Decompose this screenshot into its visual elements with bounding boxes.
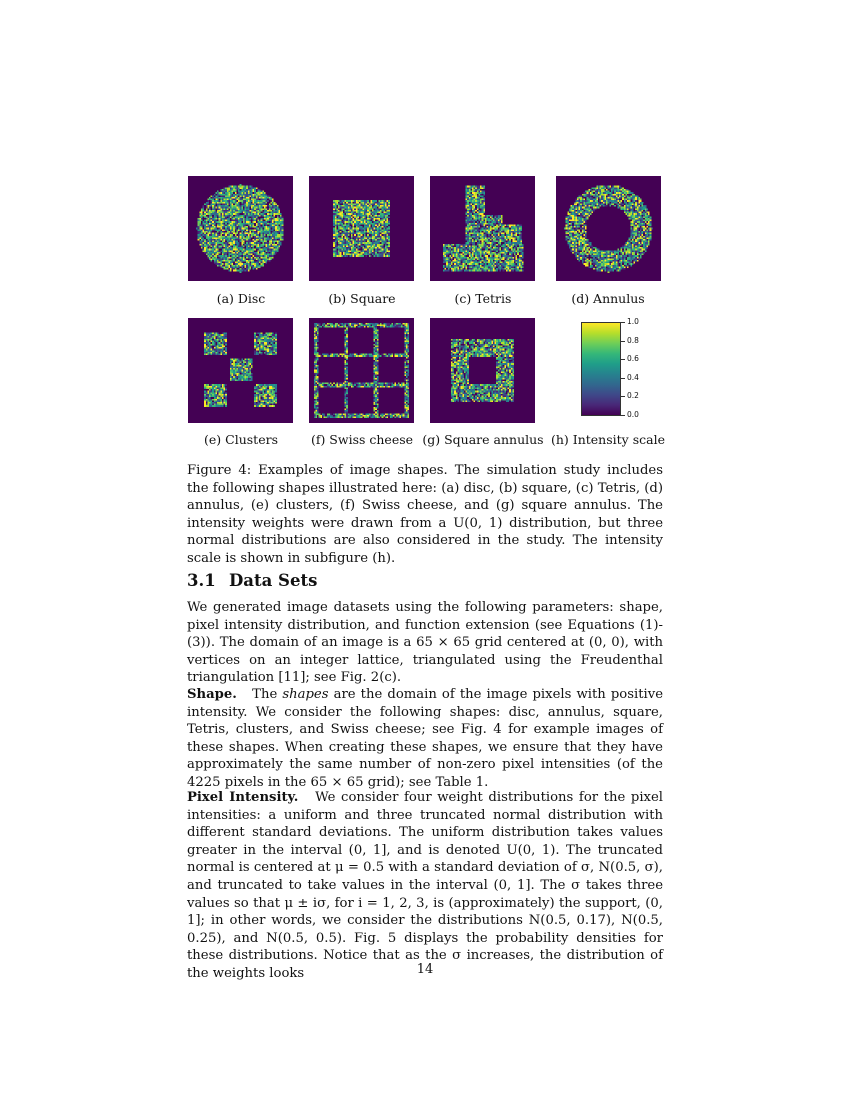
figure-caption: Figure 4: Examples of image shapes. The simulation study includes the following shapes illustrated here: (a) disc, (b) square, (c) Tetris, (d) annulus, (e) clusters, (f) Swiss cheese, and (g) square annulus. The intensity weights were drawn from a U(0, 1) distribution, but three normal distributions are also considered in the study. The intensity scale is shown in subfigure (h). [187, 463, 663, 566]
shape-text-start: The [252, 687, 278, 702]
square-annulus-image [430, 318, 535, 423]
caption-disc: (a) Disc [216, 291, 266, 306]
caption-tetris: (c) Tetris [454, 291, 512, 306]
colorbar-label: 0.0 [627, 410, 639, 419]
colorbar-tick [621, 322, 625, 323]
shape-text: are the domain of the image pixels with positive intensity. We consider the following shapes: disc, annulus, square, Tetris, clusters, and Swiss cheese; see Fig. 4 for example images of these shapes. When creating these shapes, we ensure that they have approximately the same number of non-zero pixel intensities (of the 4225 pixels in the 65 × 65 grid); see Table 1. [187, 687, 663, 790]
shape-heading: Shape. [187, 687, 237, 702]
caption-square: (b) Square [328, 291, 396, 306]
paragraph-pixel-intensity [187, 789, 663, 983]
image-pixels [333, 200, 390, 257]
colorbar-tick [621, 359, 625, 360]
colorbar-gradient [581, 322, 621, 416]
annulus-image [556, 176, 661, 281]
pixel-intensity-text: We consider four weight distributions for the pixel intensities: a uniform and three truncated normal distribution with different standard deviations. The uniform distribution takes values greater in the interval (0, 1], and is denoted U(0, 1). The truncated normal is centered at μ = 0.5 with a standard deviation of σ, N(0.5, σ), and truncated to take values in the interval (0, 1]. The σ takes three values so that μ ± iσ, for i = 1, 2, 3, is (approximately) the support, (0, 1]; in other words, we consider the distributions N(0.5, 0.17), N(0.5, 0.25), and N(0.5, 0.5). Fig. 5 displays the probability densities for these distributions. Notice that as the σ increases, the distribution of the weights looks [187, 790, 664, 981]
image-pixels [196, 184, 285, 273]
caption-square-annulus: (g) Square annulus [422, 432, 544, 447]
panel-disc [188, 176, 293, 281]
paragraph-shape [187, 686, 663, 792]
paragraph-datasets: We generated image datasets using the following parameters: shape, pixel intensity distribution, and function extension (see Equations (1)-(3)). The domain of an image is a 65 × 65 grid centered at (0, 0), with vertices on an integer lattice, triangulated using the Freudenthal triangulation [11]; see Fig. 2(c). [187, 600, 663, 686]
section-title: Data Sets [229, 571, 318, 590]
colorbar-tick [621, 396, 625, 397]
tetris-image [430, 176, 535, 281]
panel-annulus [556, 176, 661, 281]
clusters-image [188, 318, 293, 423]
caption-swiss-cheese: (f) Swiss cheese [310, 432, 414, 447]
panel-square-annulus [430, 318, 535, 423]
panel-swiss-cheese [309, 318, 414, 423]
colorbar-tick [621, 415, 625, 416]
intensity-colorbar [581, 317, 639, 419]
caption-intensity-scale: (h) Intensity scale [551, 432, 665, 447]
colorbar-label: 0.8 [627, 335, 639, 345]
colorbar-tick [621, 341, 625, 342]
image-background [430, 318, 535, 423]
swiss-cheese-image [309, 318, 414, 423]
image-background [309, 318, 414, 423]
section-number: 3.1 [187, 571, 216, 590]
panel-square [309, 176, 414, 281]
square-image [309, 176, 414, 281]
colorbar-label: 0.6 [627, 354, 639, 364]
disc-image [188, 176, 293, 281]
panel-tetris [430, 176, 535, 281]
colorbar-label: 0.2 [627, 391, 639, 401]
pixel-intensity-heading: Pixel Intensity. [187, 790, 299, 805]
colorbar-label: 1.0 [627, 317, 639, 326]
panel-clusters [188, 318, 293, 423]
section-heading [187, 571, 317, 590]
page-number: 14 [416, 962, 434, 977]
colorbar-tick [621, 378, 625, 379]
caption-clusters: (e) Clusters [204, 432, 278, 447]
colorbar-label: 0.4 [627, 372, 639, 382]
caption-annulus: (d) Annulus [571, 291, 645, 306]
shape-emphasis: shapes [282, 687, 329, 702]
